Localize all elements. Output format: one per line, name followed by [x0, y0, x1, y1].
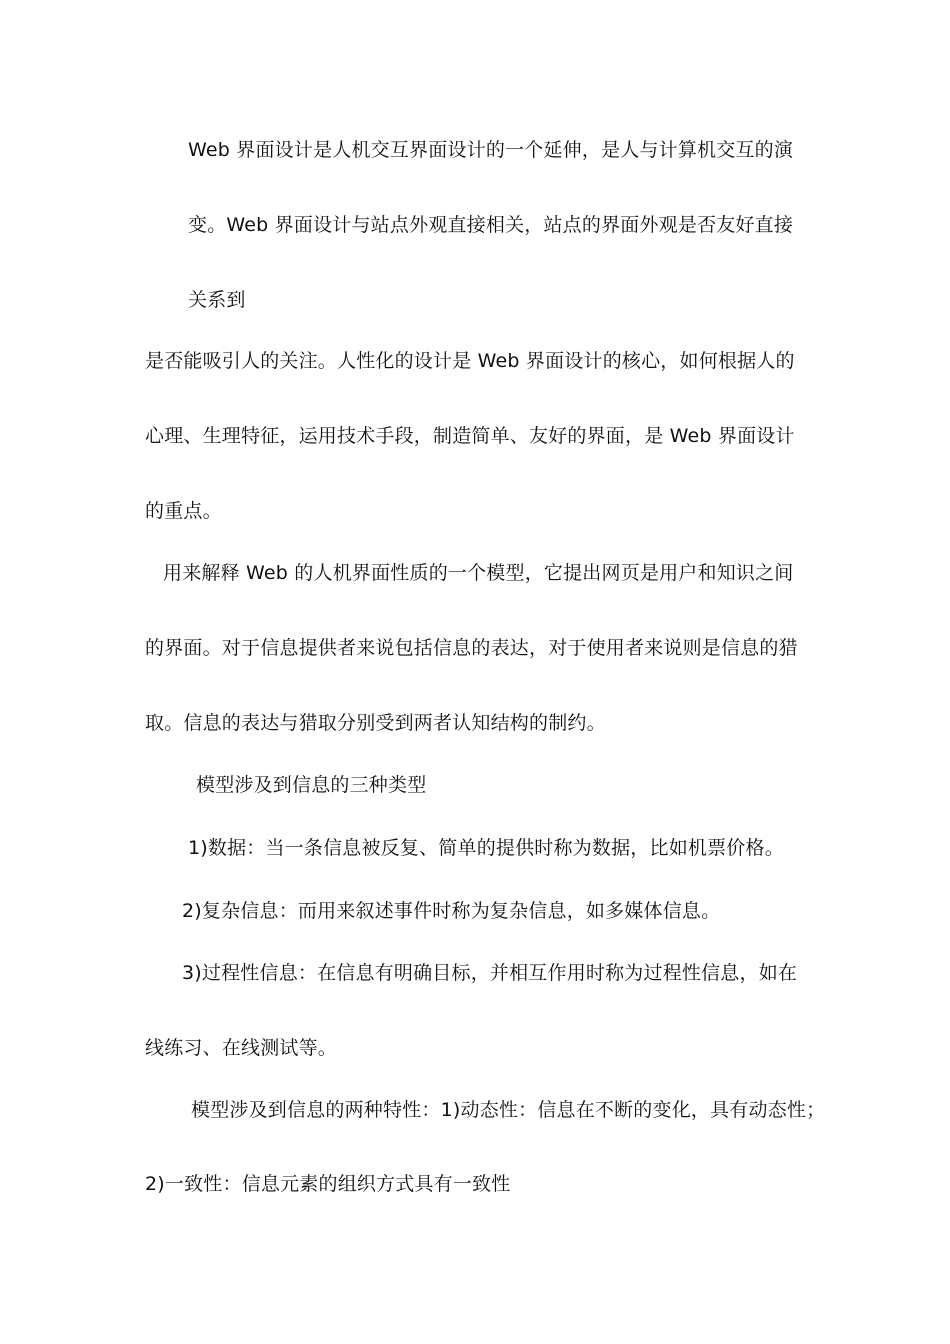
paragraph-line: Web 界面设计是人机交互界面设计的一个延伸，是人与计算机交互的演 — [188, 139, 794, 161]
paragraph-line: 的界面。对于信息提供者来说包括信息的表达，对于使用者来说则是信息的猎 — [145, 637, 798, 659]
paragraph-line: 心理、生理特征，运用技术手段，制造简单、友好的界面，是 Web 界面设计 — [145, 425, 795, 447]
section-heading: 模型涉及到信息的三种类型 — [196, 774, 427, 796]
paragraph-line: 模型涉及到信息的两种特性：1)动态性：信息在不断的变化，具有动态性； — [191, 1099, 826, 1121]
list-item: 3)过程性信息：在信息有明确目标，并相互作用时称为过程性信息，如在 — [182, 962, 798, 984]
paragraph-line: 取。信息的表达与猎取分别受到两者认知结构的制约。 — [145, 712, 606, 734]
paragraph-line: 用来解释 Web 的人机界面性质的一个模型，它提出网页是用户和知识之间 — [163, 562, 794, 584]
list-item: 2)复杂信息：而用来叙述事件时称为复杂信息，如多媒体信息。 — [182, 900, 721, 922]
paragraph-line: 关系到 — [188, 289, 246, 311]
paragraph-line: 的重点。 — [145, 500, 222, 522]
paragraph-line: 2)一致性：信息元素的组织方式具有一致性 — [145, 1173, 511, 1195]
list-item-continuation: 线练习、在线测试等。 — [145, 1037, 338, 1059]
paragraph-line: 是否能吸引人的关注。人性化的设计是 Web 界面设计的核心，如何根据人的 — [145, 350, 795, 372]
paragraph-line: 变。Web 界面设计与站点外观直接相关，站点的界面外观是否友好直接 — [188, 214, 794, 236]
list-item: 1)数据：当一条信息被反复、简单的提供时称为数据，比如机票价格。 — [188, 837, 784, 859]
